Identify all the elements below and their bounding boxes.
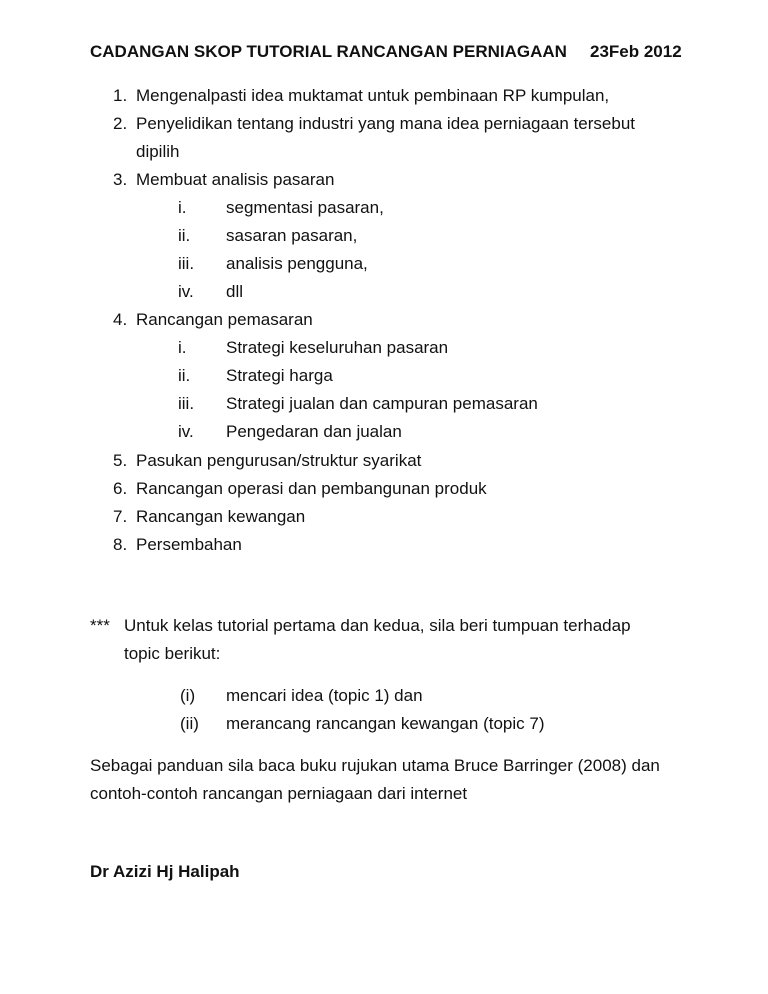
note-item-number: (i) [180,686,196,705]
sublist-number: iii. [178,394,195,413]
signature: Dr Azizi Hj Halipah [90,862,240,881]
note-item: mencari idea (topic 1) dan [226,686,423,705]
list-number: 4. [113,310,128,329]
sublist-item: sasaran pasaran, [226,226,358,245]
note-line: Untuk kelas tutorial pertama dan kedua, sila beri tumpuan terhadap [124,616,631,635]
list-number: 2. [113,114,128,133]
list-number: 3. [113,170,128,189]
note-item: merancang rancangan kewangan (topic 7) [226,714,545,733]
list-item: Pasukan pengurusan/struktur syarikat [136,451,422,470]
list-number: 7. [113,507,128,526]
list-item: Persembahan [136,535,242,554]
list-number: 5. [113,451,128,470]
sublist-number: ii. [178,366,191,385]
list-number: 8. [113,535,128,554]
list-item: Penyelidikan tentang industri yang mana idea perniagaan tersebut [136,114,636,133]
list-number: 1. [113,86,128,105]
list-item: Rancangan pemasaran [136,310,313,329]
sublist-item: analisis pengguna, [226,254,368,273]
sublist-item: segmentasi pasaran, [226,198,384,217]
list-item: Rancangan operasi dan pembangunan produk [136,479,487,498]
list-item: Membuat analisis pasaran [136,170,335,189]
note-line: topic berikut: [124,644,221,663]
sublist-item: Strategi jualan dan campuran pemasaran [226,394,538,413]
list-item-continuation: dipilih [136,142,180,161]
sublist-number: i. [178,198,187,217]
list-item: Rancangan kewangan [136,507,306,526]
guide-paragraph: contoh-contoh rancangan perniagaan dari internet [90,784,468,803]
note-item-number: (ii) [180,714,199,733]
sublist-item: Strategi harga [226,366,333,385]
document-title: CADANGAN SKOP TUTORIAL RANCANGAN PERNIAGAAN [90,42,567,61]
list-number: 6. [113,479,128,498]
sublist-number: iv. [178,282,194,301]
guide-paragraph: Sebagai panduan sila baca buku rujukan utama Bruce Barringer (2008) dan [90,756,660,775]
sublist-item: Pengedaran dan jualan [226,422,402,441]
note-prefix: *** [90,616,110,635]
list-item: Mengenalpasti idea muktamat untuk pembinaan RP kumpulan, [136,86,610,105]
document-date: 23Feb 2012 [590,42,682,61]
sublist-number: iii. [178,254,195,273]
sublist-number: i. [178,338,187,357]
sublist-item: Strategi keseluruhan pasaran [226,338,449,357]
sublist-item: dll [226,282,244,301]
sublist-number: ii. [178,226,191,245]
sublist-number: iv. [178,422,194,441]
